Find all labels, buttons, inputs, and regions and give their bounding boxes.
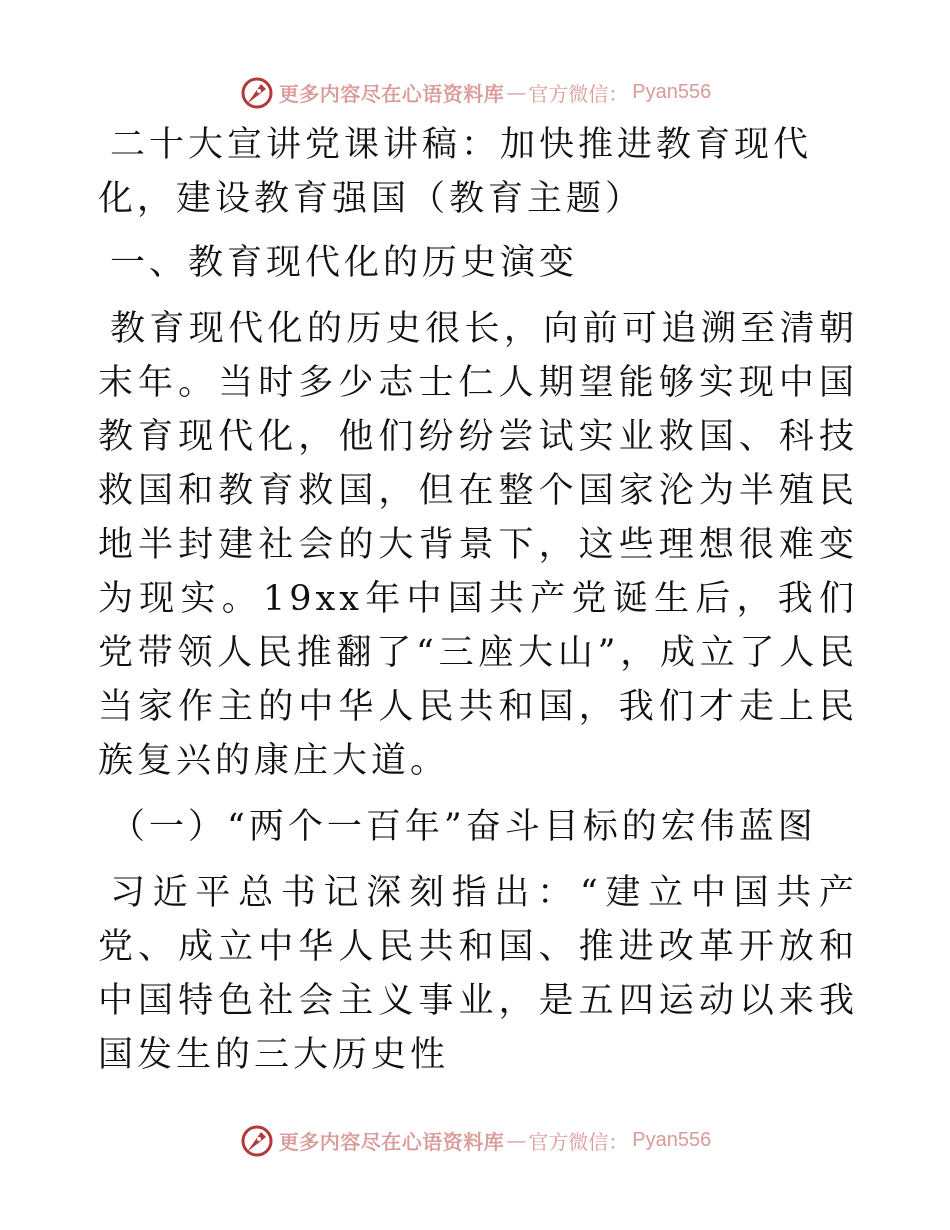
watermark-wechat-id: Pyan556 xyxy=(632,80,712,103)
watermark-official-wechat: 官方微信： xyxy=(528,1129,629,1154)
watermark-site-text: 更多内容尽在心语资料库 xyxy=(278,81,505,106)
header-watermark xyxy=(0,70,950,114)
pen-nib-logo-icon xyxy=(239,74,275,110)
document-body xyxy=(98,118,858,1082)
pen-nib-logo-icon xyxy=(239,1122,275,1158)
watermark-wechat-id: Pyan556 xyxy=(632,1128,712,1151)
watermark-dash: — xyxy=(506,80,527,104)
watermark-official-wechat: 官方微信： xyxy=(528,81,629,106)
section-heading-1: 一、教育现代化的历史演变 xyxy=(110,243,579,283)
paragraph-1: 教育现代化的历史很长，向前可追溯至清朝末年。当时多少志士仁人期望能够实现中国教育现代化，他们纷纷尝试实业救国、科技救国和教育救国，但在整个国家沦为半殖民地半封建社会的大背景下，这些理想很难变为现实。19xx年中国共产党诞生后，我们党带领人民推翻了“三座大山”，成立了人民当家作主的中华人民共和国，我们才走上民族复兴的康庄大道。 xyxy=(98,309,858,781)
watermark-site-text: 更多内容尽在心语资料库 xyxy=(278,1129,505,1154)
paragraph-2: 习近平总书记深刻指出：“建立中国共产党、成立中华人民共和国、推进改革开放和中国特色社会主义事业，是五四运动以来我国发生的三大历史性 xyxy=(98,873,858,1075)
footer-watermark xyxy=(0,1118,950,1162)
section-heading-2: （一）“两个一百年”奋斗目标的宏伟蓝图 xyxy=(110,807,817,847)
watermark-dash: — xyxy=(506,1128,527,1152)
document-title: 二十大宣讲党课讲稿：加快推进教育现代化，建设教育强国（教育主题） xyxy=(98,125,813,219)
